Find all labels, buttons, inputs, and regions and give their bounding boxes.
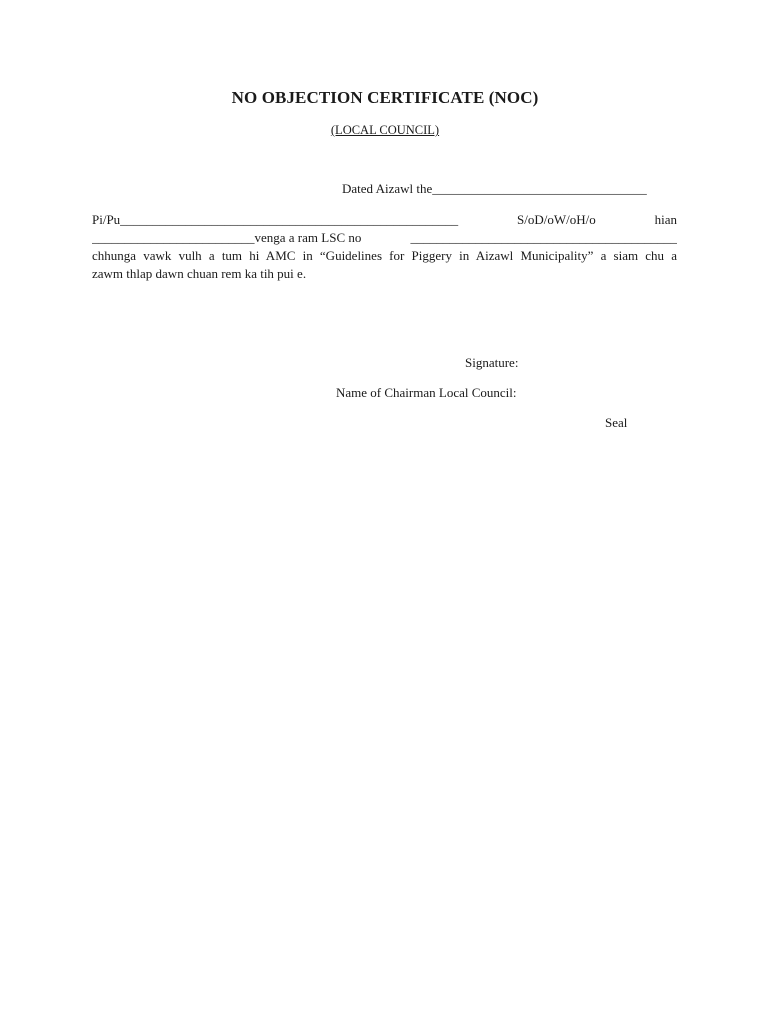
lsc-number-blank: _________________________________________ — [410, 230, 677, 245]
body-line-3: chhunga vawk vulh a tum hi AMC in “Guidelines for Piggery in Aizawl Municipality” a siam chu a — [92, 248, 677, 263]
document-title: NO OBJECTION CERTIFICATE (NOC) — [231, 88, 539, 107]
hian-word: hian — [654, 212, 677, 227]
document-subtitle: (LOCAL COUNCIL) — [330, 123, 440, 137]
body-line-1 — [92, 211, 677, 229]
signature-label: Signature: — [465, 355, 519, 370]
dated-line: Dated Aizawl the_________________________________ — [342, 181, 647, 196]
relation-label: S/oD/oW/oH/o — [517, 212, 596, 227]
body-line-2 — [92, 229, 677, 247]
locality-text: _________________________venga a ram LSC no — [92, 230, 362, 245]
body-line-4: zawm thlap dawn chuan rem ka tih pui e. — [92, 266, 307, 281]
chairman-name-label: Name of Chairman Local Council: — [336, 385, 517, 400]
seal-label: Seal — [605, 415, 628, 430]
name-blank: Pi/Pu____________________________________________________ — [92, 212, 459, 227]
body-paragraph — [92, 211, 677, 283]
